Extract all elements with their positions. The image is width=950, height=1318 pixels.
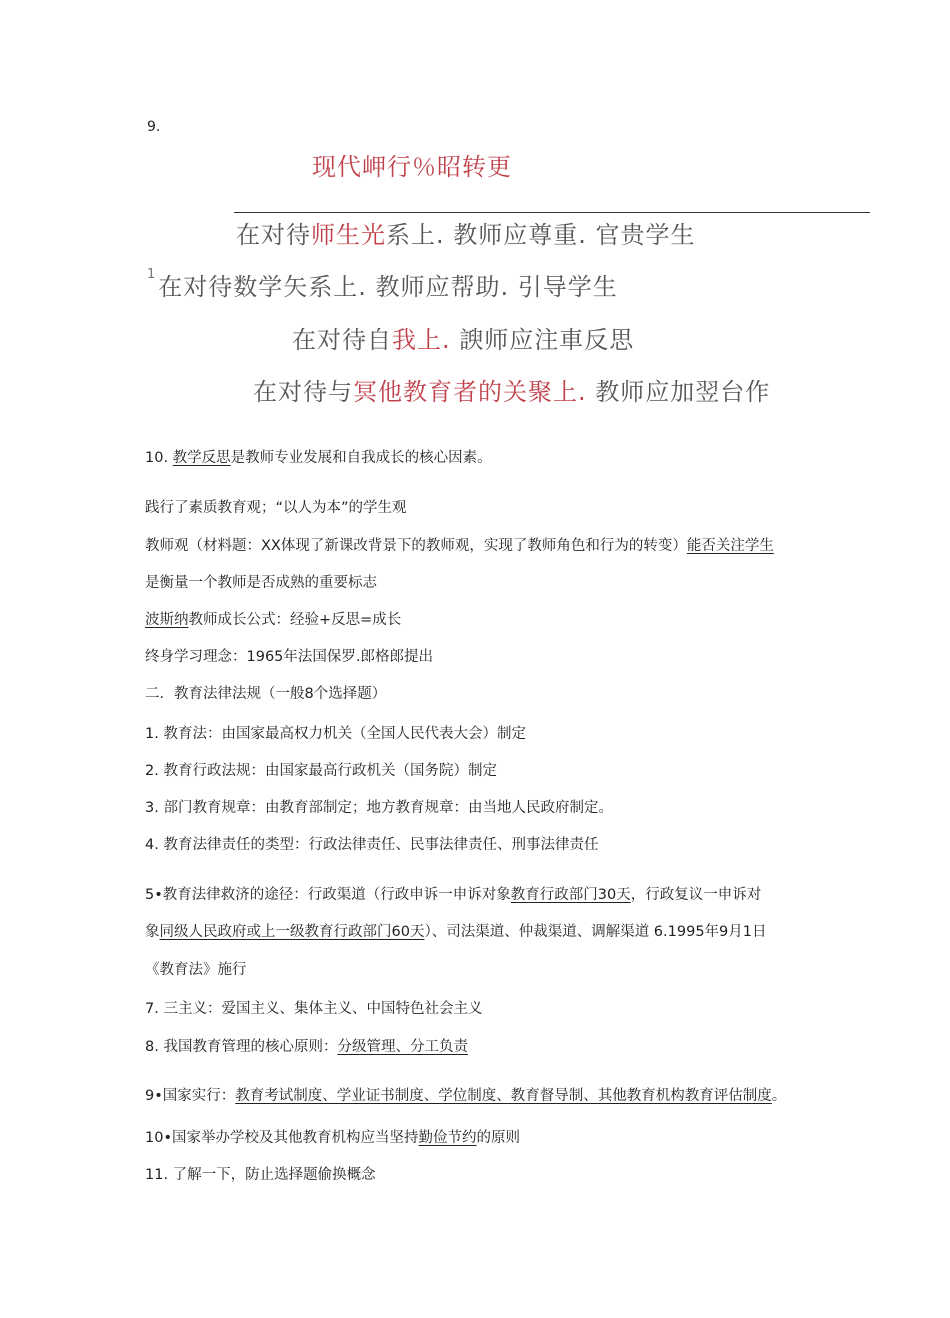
section-2-heading: 二．教育法律法规（一般8个选择题） <box>145 686 387 702</box>
diagram-line-1-highlight: 师生光 <box>311 221 386 249</box>
list-item-8-term: 分级管理、分工负责 <box>337 1039 468 1055</box>
list-item-9 <box>145 1084 786 1105</box>
list-item-9-end: 。 <box>771 1088 787 1104</box>
list-item-9-term: 教育考试制度、学业证书制度、学位制度、教育督导制、其他教育机构教育评估制度 <box>235 1088 772 1104</box>
diagram-line-2-marker: 1 <box>147 267 157 282</box>
list-item-5-text-d: ）、司法渠道、仲裁渠道、调解渠道 6.1995年9月1日 <box>424 924 767 940</box>
list-item-11: 11. 了解一下，防止选择题偷换概念 <box>145 1167 376 1183</box>
diagram-line-2 <box>147 267 618 302</box>
diagram-line-2-text: 在对待数学矢系上. 教师应帮助. 引导学生 <box>158 273 618 301</box>
list-item-10 <box>145 1126 520 1147</box>
paragraph-posner-text: 教师成长公式：经验+反思=成长 <box>188 612 402 628</box>
paragraph-10-text: 是教师专业发展和自我成长的核心因素。 <box>230 450 492 466</box>
list-item-8 <box>145 1035 468 1056</box>
diagram-line-3-post: 諛师应注車反思 <box>450 326 635 354</box>
list-item-10-term: 勤俭节约 <box>418 1130 477 1146</box>
diagram-line-3-highlight: 我上. <box>392 326 451 354</box>
diagram-line-1 <box>236 215 696 250</box>
list-item-4: 4. 教育法律责任的类型：行政法律责任、民事法律责任、刑事法律责任 <box>145 837 599 853</box>
paragraph-posner <box>145 608 401 629</box>
paragraph-maturity: 是衡量一个教师是否成熟的重要标志 <box>145 575 377 591</box>
diagram-title: 现代岬行％昭转更 <box>312 153 512 181</box>
list-item-8-text: 8. 我国教育管理的核心原则： <box>145 1039 338 1055</box>
diagram-line-1-pre: 在对待 <box>236 221 311 249</box>
diagram-line-4-highlight: 冥他教育者的关聚上. <box>353 378 587 406</box>
paragraph-teacher-view-term: 能否关注学生 <box>686 538 774 554</box>
list-item-1: 1. 教育法：由国家最高权力机关（全国人民代表大会）制定 <box>145 726 526 742</box>
list-item-7: 7. 三主义：爱国主义、集体主义、中国特色社会主义 <box>145 1001 483 1017</box>
paragraph-10 <box>145 446 492 467</box>
list-item-5-line-1 <box>145 883 761 904</box>
paragraph-10-term: 教学反思 <box>172 450 231 466</box>
list-item-10-end: 的原则 <box>476 1130 521 1146</box>
list-item-5-term-a: 教育行政部门30天 <box>510 887 631 903</box>
paragraph-10-number: 10. <box>145 450 169 466</box>
paragraph-teacher-view <box>145 534 774 555</box>
list-item-5-line-3: 《教育法》施行 <box>145 962 247 978</box>
list-item-9-text: 9•国家实行： <box>145 1088 236 1104</box>
paragraph-teacher-view-text: 教师观（材料题：XX体现了新课改背景下的教师观，实现了教师角色和行为的转变） <box>145 538 687 554</box>
diagram-line-4 <box>253 372 770 407</box>
list-item-5-text-c: 象 <box>145 924 160 940</box>
paragraph-posner-name: 波斯纳 <box>145 612 189 628</box>
diagram-line-4-pre: 在对待与 <box>253 378 353 406</box>
diagram-divider <box>234 212 870 213</box>
list-item-3: 3. 部门教育规章：由教育部制定；地方教育规章：由当地人民政府制定。 <box>145 800 613 816</box>
diagram-line-3-pre: 在对待自 <box>292 326 392 354</box>
paragraph-student-view: 践行了素质教育观；“以人为本”的学生观 <box>145 500 407 516</box>
paragraph-lifelong: 终身学习理念：1965年法国保罗.郎格郎提出 <box>145 649 434 665</box>
list-item-5-text-a: 5•教育法律救济的途径：行政渠道（行政申诉一申诉对象 <box>145 887 511 903</box>
list-item-5-line-2 <box>145 920 767 941</box>
diagram-line-4-post: 教师应加翌台作 <box>586 378 771 406</box>
list-item-10-text: 10•国家举办学校及其他教育机构应当坚持 <box>145 1130 419 1146</box>
list-item-5-term-b: 同级人民政府或上一级教育行政部门60天 <box>159 924 425 940</box>
diagram-line-1-post: 系上. 教师应尊重. 官贵学生 <box>386 221 696 249</box>
diagram-line-3 <box>292 320 634 355</box>
list-item-5-text-b: ，行政复议一申诉对 <box>630 887 762 903</box>
list-item-2: 2. 教育行政法规：由国家最高行政机关（国务院）制定 <box>145 763 497 779</box>
item-9-number: 9. <box>147 119 161 135</box>
